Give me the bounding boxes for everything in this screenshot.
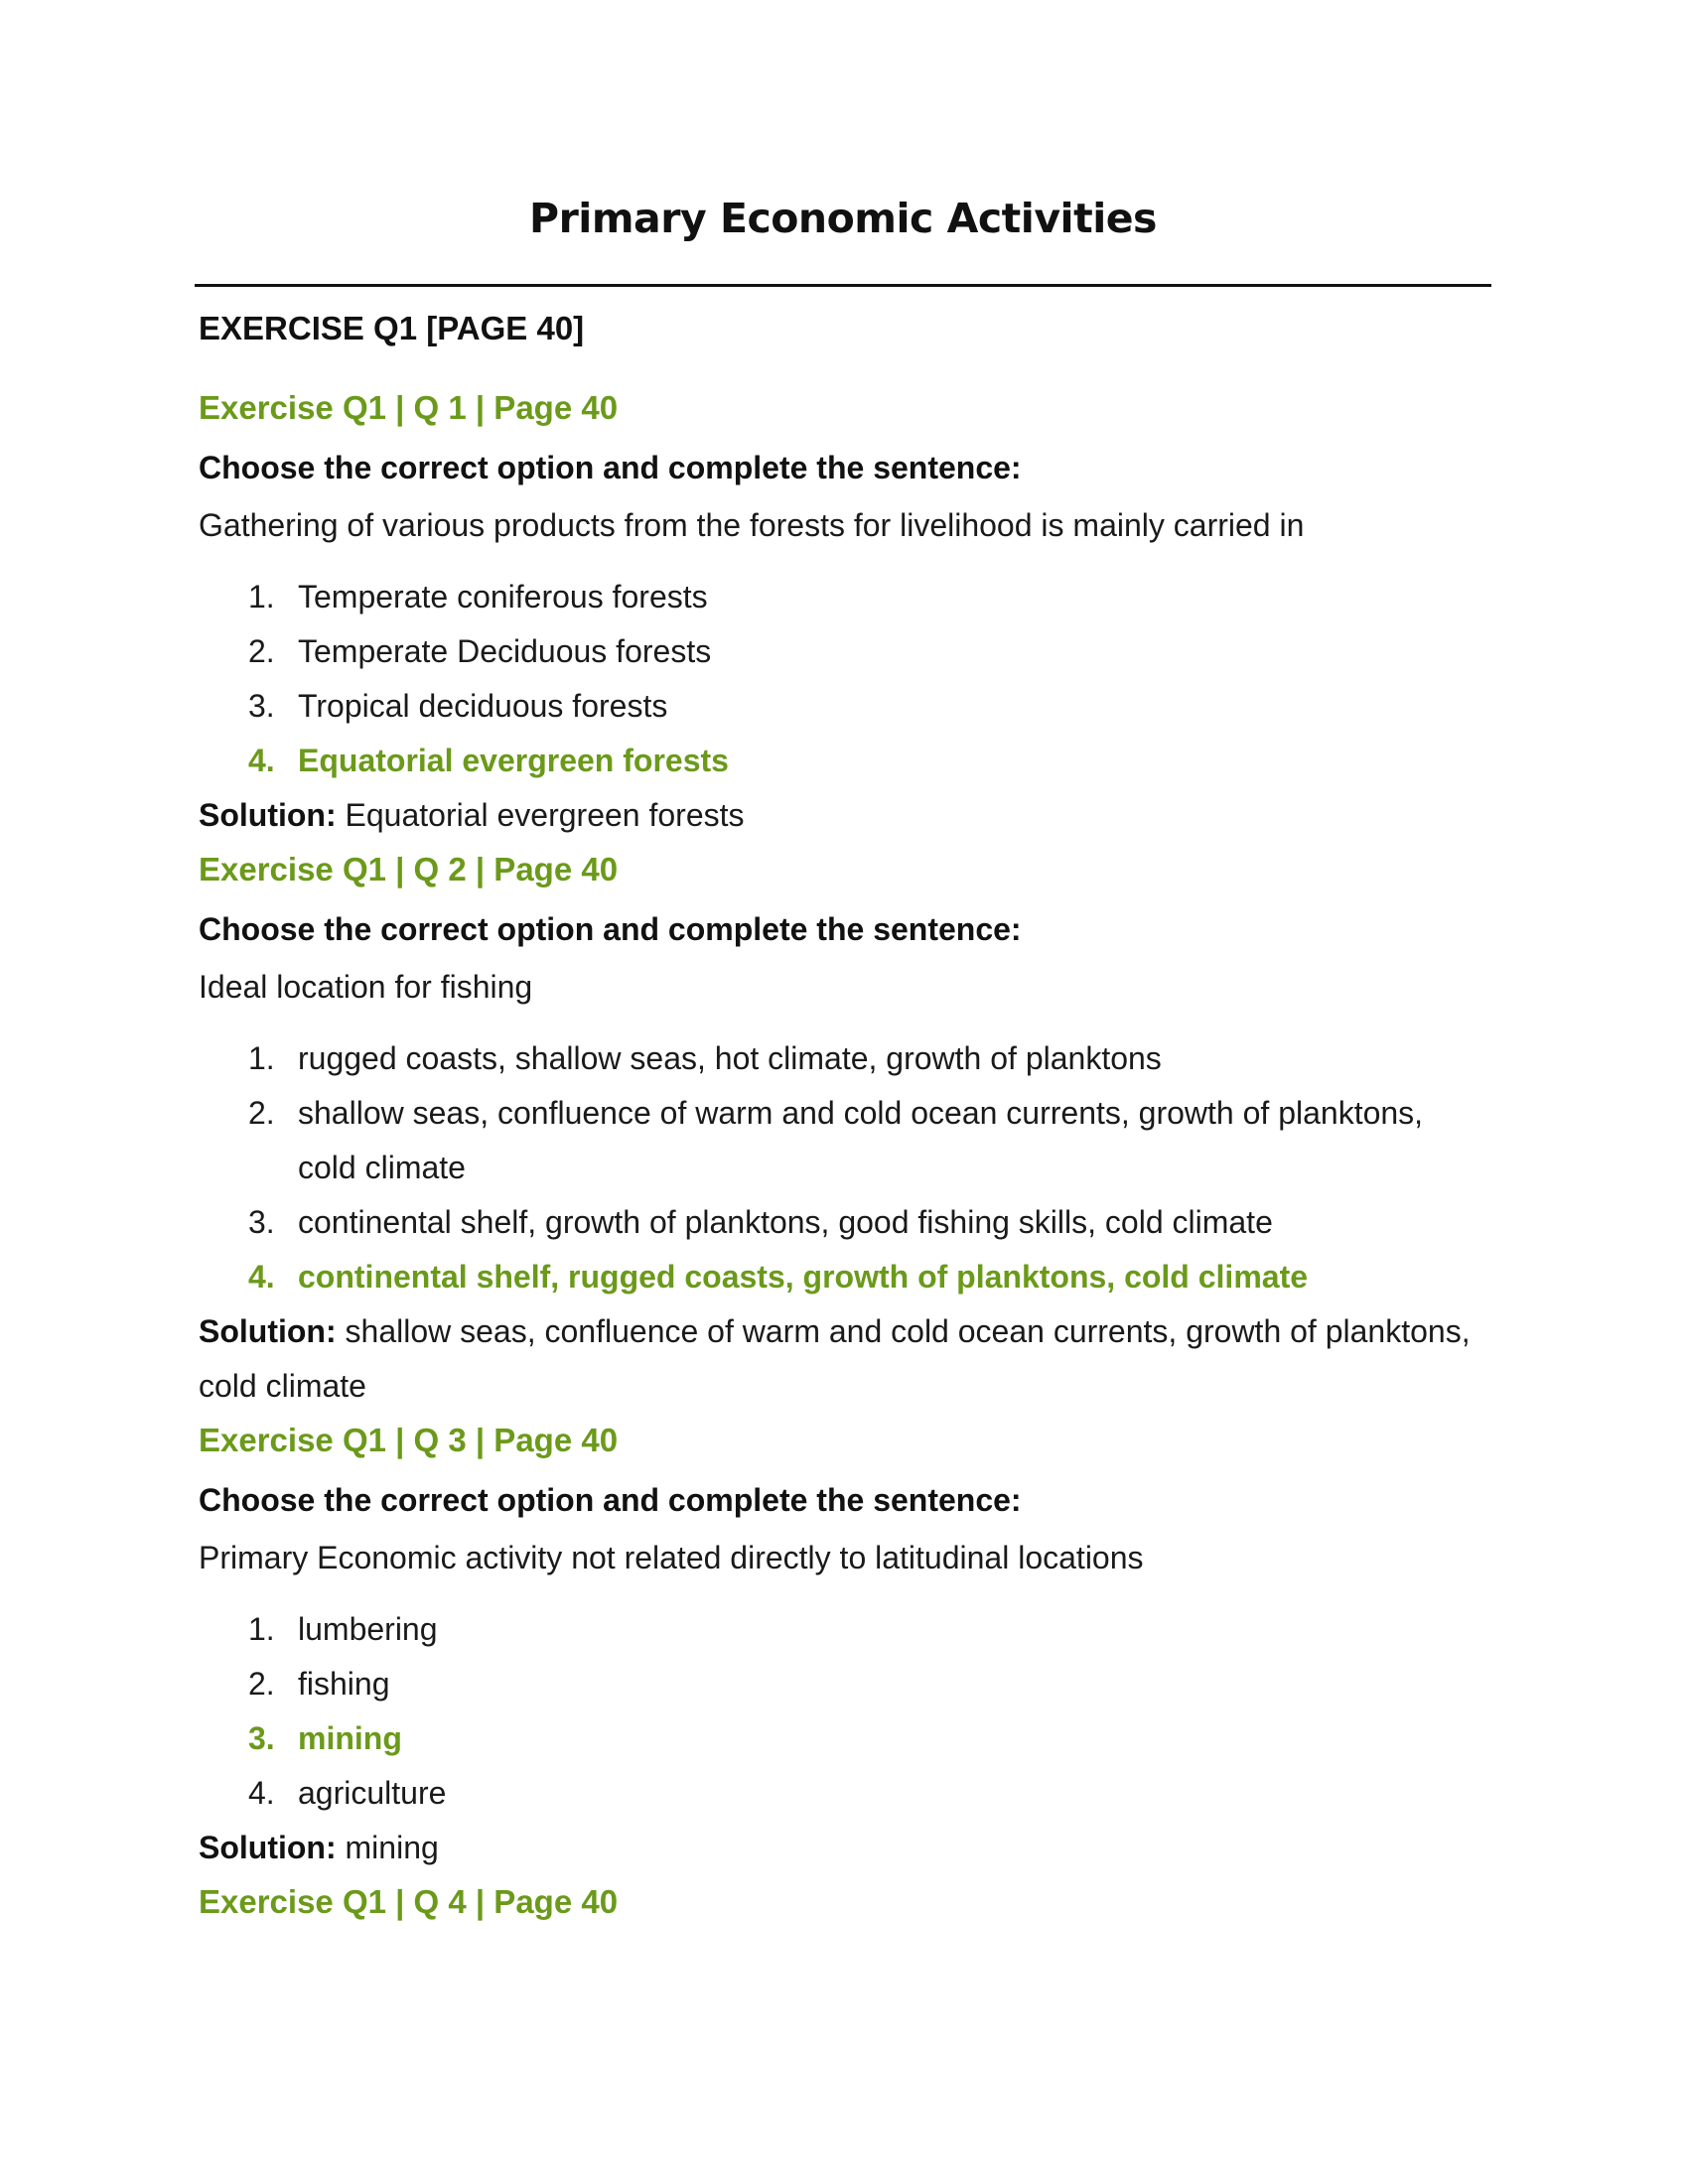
option-text: continental shelf, growth of planktons, good fishing skills, cold climate	[298, 1204, 1273, 1240]
question-block-3	[199, 1414, 1489, 1875]
question-block-1	[199, 381, 1489, 843]
option-item	[199, 1031, 1489, 1086]
option-text: continental shelf, rugged coasts, growth of planktons, cold climate	[298, 1259, 1309, 1295]
option-item	[199, 1711, 1489, 1766]
option-number: 2.	[248, 1095, 275, 1131]
option-number: 3.	[248, 1720, 275, 1756]
option-number: 4.	[248, 1259, 275, 1295]
option-text: rugged coasts, shallow seas, hot climate, growth of planktons	[298, 1040, 1162, 1076]
option-list	[199, 570, 1489, 788]
solution-label: Solution:	[199, 1830, 337, 1865]
option-item	[199, 624, 1489, 679]
question-instruction: Choose the correct option and complete the sentence:	[199, 911, 1022, 947]
option-item	[199, 1766, 1489, 1821]
option-text: Tropical deciduous forests	[298, 688, 668, 724]
option-number: 4.	[248, 1775, 275, 1811]
option-number: 3.	[248, 688, 275, 724]
option-list	[199, 1602, 1489, 1821]
option-text: lumbering	[298, 1611, 438, 1647]
question-instruction: Choose the correct option and complete the sentence:	[199, 1482, 1022, 1518]
solution-text: shallow seas, confluence of warm and cold ocean currents, growth of planktons, cold climate	[199, 1313, 1471, 1404]
next-question-heading[interactable]: Exercise Q1 | Q 4 | Page 40	[199, 1883, 619, 1920]
question-prompt: Ideal location for fishing	[199, 969, 533, 1005]
option-text: agriculture	[298, 1775, 447, 1811]
option-item	[199, 1086, 1489, 1195]
question-prompt: Primary Economic activity not related directly to latitudinal locations	[199, 1540, 1144, 1575]
option-item	[199, 1657, 1489, 1711]
option-number: 1.	[248, 1611, 275, 1647]
option-item	[199, 570, 1489, 624]
title-divider	[195, 284, 1491, 287]
option-text: shallow seas, confluence of warm and cold ocean currents, growth of planktons, cold climate	[298, 1095, 1424, 1185]
question-block-2	[199, 843, 1489, 1414]
option-text: Equatorial evergreen forests	[298, 743, 729, 778]
option-item	[199, 1250, 1489, 1304]
option-text: mining	[298, 1720, 402, 1756]
option-item	[199, 1195, 1489, 1250]
option-text: fishing	[298, 1666, 390, 1702]
option-text: Temperate Deciduous forests	[298, 633, 712, 669]
question-prompt: Gathering of various products from the forests for livelihood is mainly carried in	[199, 507, 1305, 543]
solution-label: Solution:	[199, 797, 337, 833]
option-item	[199, 679, 1489, 734]
option-text: Temperate coniferous forests	[298, 579, 708, 614]
solution	[199, 1821, 1489, 1875]
option-number: 1.	[248, 579, 275, 614]
option-number: 1.	[248, 1040, 275, 1076]
option-number: 3.	[248, 1204, 275, 1240]
solution-text: Equatorial evergreen forests	[345, 797, 745, 833]
question-heading[interactable]: Exercise Q1 | Q 2 | Page 40	[199, 851, 619, 887]
option-item	[199, 734, 1489, 788]
option-number: 2.	[248, 633, 275, 669]
section-heading: EXERCISE Q1 [PAGE 40]	[199, 310, 585, 346]
question-heading[interactable]: Exercise Q1 | Q 1 | Page 40	[199, 389, 619, 426]
question-instruction: Choose the correct option and complete the sentence:	[199, 450, 1022, 485]
page-title: Primary Economic Activities	[529, 195, 1157, 242]
solution	[199, 1304, 1489, 1414]
document-content	[199, 304, 1489, 1929]
option-number: 2.	[248, 1666, 275, 1702]
solution-label: Solution:	[199, 1313, 337, 1349]
solution-text: mining	[345, 1830, 439, 1865]
question-heading[interactable]: Exercise Q1 | Q 3 | Page 40	[199, 1422, 619, 1458]
option-item	[199, 1602, 1489, 1657]
option-number: 4.	[248, 743, 275, 778]
solution	[199, 788, 1489, 843]
option-list	[199, 1031, 1489, 1304]
